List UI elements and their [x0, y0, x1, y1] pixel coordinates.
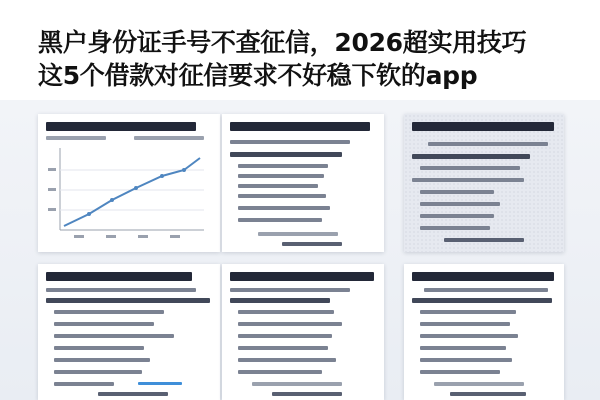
line-chart-graphic — [44, 140, 214, 244]
hero-header — [0, 0, 600, 100]
card-text-line — [420, 166, 520, 170]
card-text-line — [238, 206, 330, 210]
card-footer-line — [98, 392, 168, 396]
card-footer-line — [282, 242, 342, 246]
card-text-line — [420, 214, 494, 218]
card-text-line — [258, 232, 338, 236]
card-text-line — [420, 346, 506, 350]
report-card-5 — [222, 264, 384, 400]
card-dot-texture — [404, 114, 564, 252]
card-text-line — [252, 382, 342, 386]
card-text-line — [238, 310, 334, 314]
report-card-1 — [38, 114, 220, 252]
card-text-line — [420, 370, 500, 374]
card-footer-line — [450, 392, 526, 396]
card-text-line — [412, 154, 530, 159]
card-text-line — [238, 194, 326, 198]
card-title-placeholder — [46, 122, 196, 131]
card-text-line — [238, 334, 332, 338]
card-footer-line — [444, 238, 524, 242]
card-text-line — [420, 226, 490, 230]
card-text-line — [238, 164, 328, 168]
card-text-line — [238, 174, 324, 178]
card-text-line — [412, 298, 552, 303]
card-text-line — [238, 218, 322, 222]
card-text-line — [230, 298, 330, 303]
card-text-line — [54, 382, 114, 386]
card-text-line — [54, 358, 150, 362]
card-text-line — [238, 370, 322, 374]
card-text-line — [46, 298, 210, 303]
headline-line-1: 黑户身份证手号不查征信，2026超实用技巧 — [38, 28, 527, 57]
card-text-line — [428, 142, 548, 146]
card-title-placeholder — [412, 122, 554, 131]
report-card-3 — [404, 114, 564, 252]
headline-line-2: 这5个借款对征信要求不好稳下钦的app — [38, 61, 478, 90]
card-text-line — [54, 322, 154, 326]
card-text-line — [54, 370, 142, 374]
card-footer-line — [272, 392, 342, 396]
card-text-line — [412, 178, 524, 182]
card-text-line — [420, 310, 516, 314]
card-text-line — [420, 334, 518, 338]
card-text-line — [230, 152, 342, 157]
card-accent-line — [138, 382, 182, 385]
report-card-2 — [222, 114, 384, 252]
card-text-line — [230, 288, 350, 292]
card-text-line — [238, 346, 328, 350]
card-text-line — [54, 346, 144, 350]
card-title-placeholder — [230, 122, 370, 131]
card-text-line — [238, 322, 342, 326]
card-text-line — [238, 358, 336, 362]
card-text-line — [54, 334, 174, 338]
report-card-4 — [38, 264, 220, 400]
card-text-line — [420, 322, 510, 326]
report-card-grid — [0, 100, 600, 400]
card-text-line — [46, 288, 196, 292]
card-text-line — [420, 190, 494, 194]
card-text-line — [420, 358, 512, 362]
card-text-line — [424, 288, 548, 292]
card-text-line — [230, 140, 350, 144]
card-title-placeholder — [230, 272, 374, 281]
card-title-placeholder — [412, 272, 554, 281]
report-card-6 — [404, 264, 564, 400]
card-title-placeholder — [46, 272, 192, 281]
card-text-line — [54, 310, 164, 314]
card-text-line — [238, 184, 318, 188]
card-text-line — [434, 382, 524, 386]
card-text-line — [420, 202, 500, 206]
